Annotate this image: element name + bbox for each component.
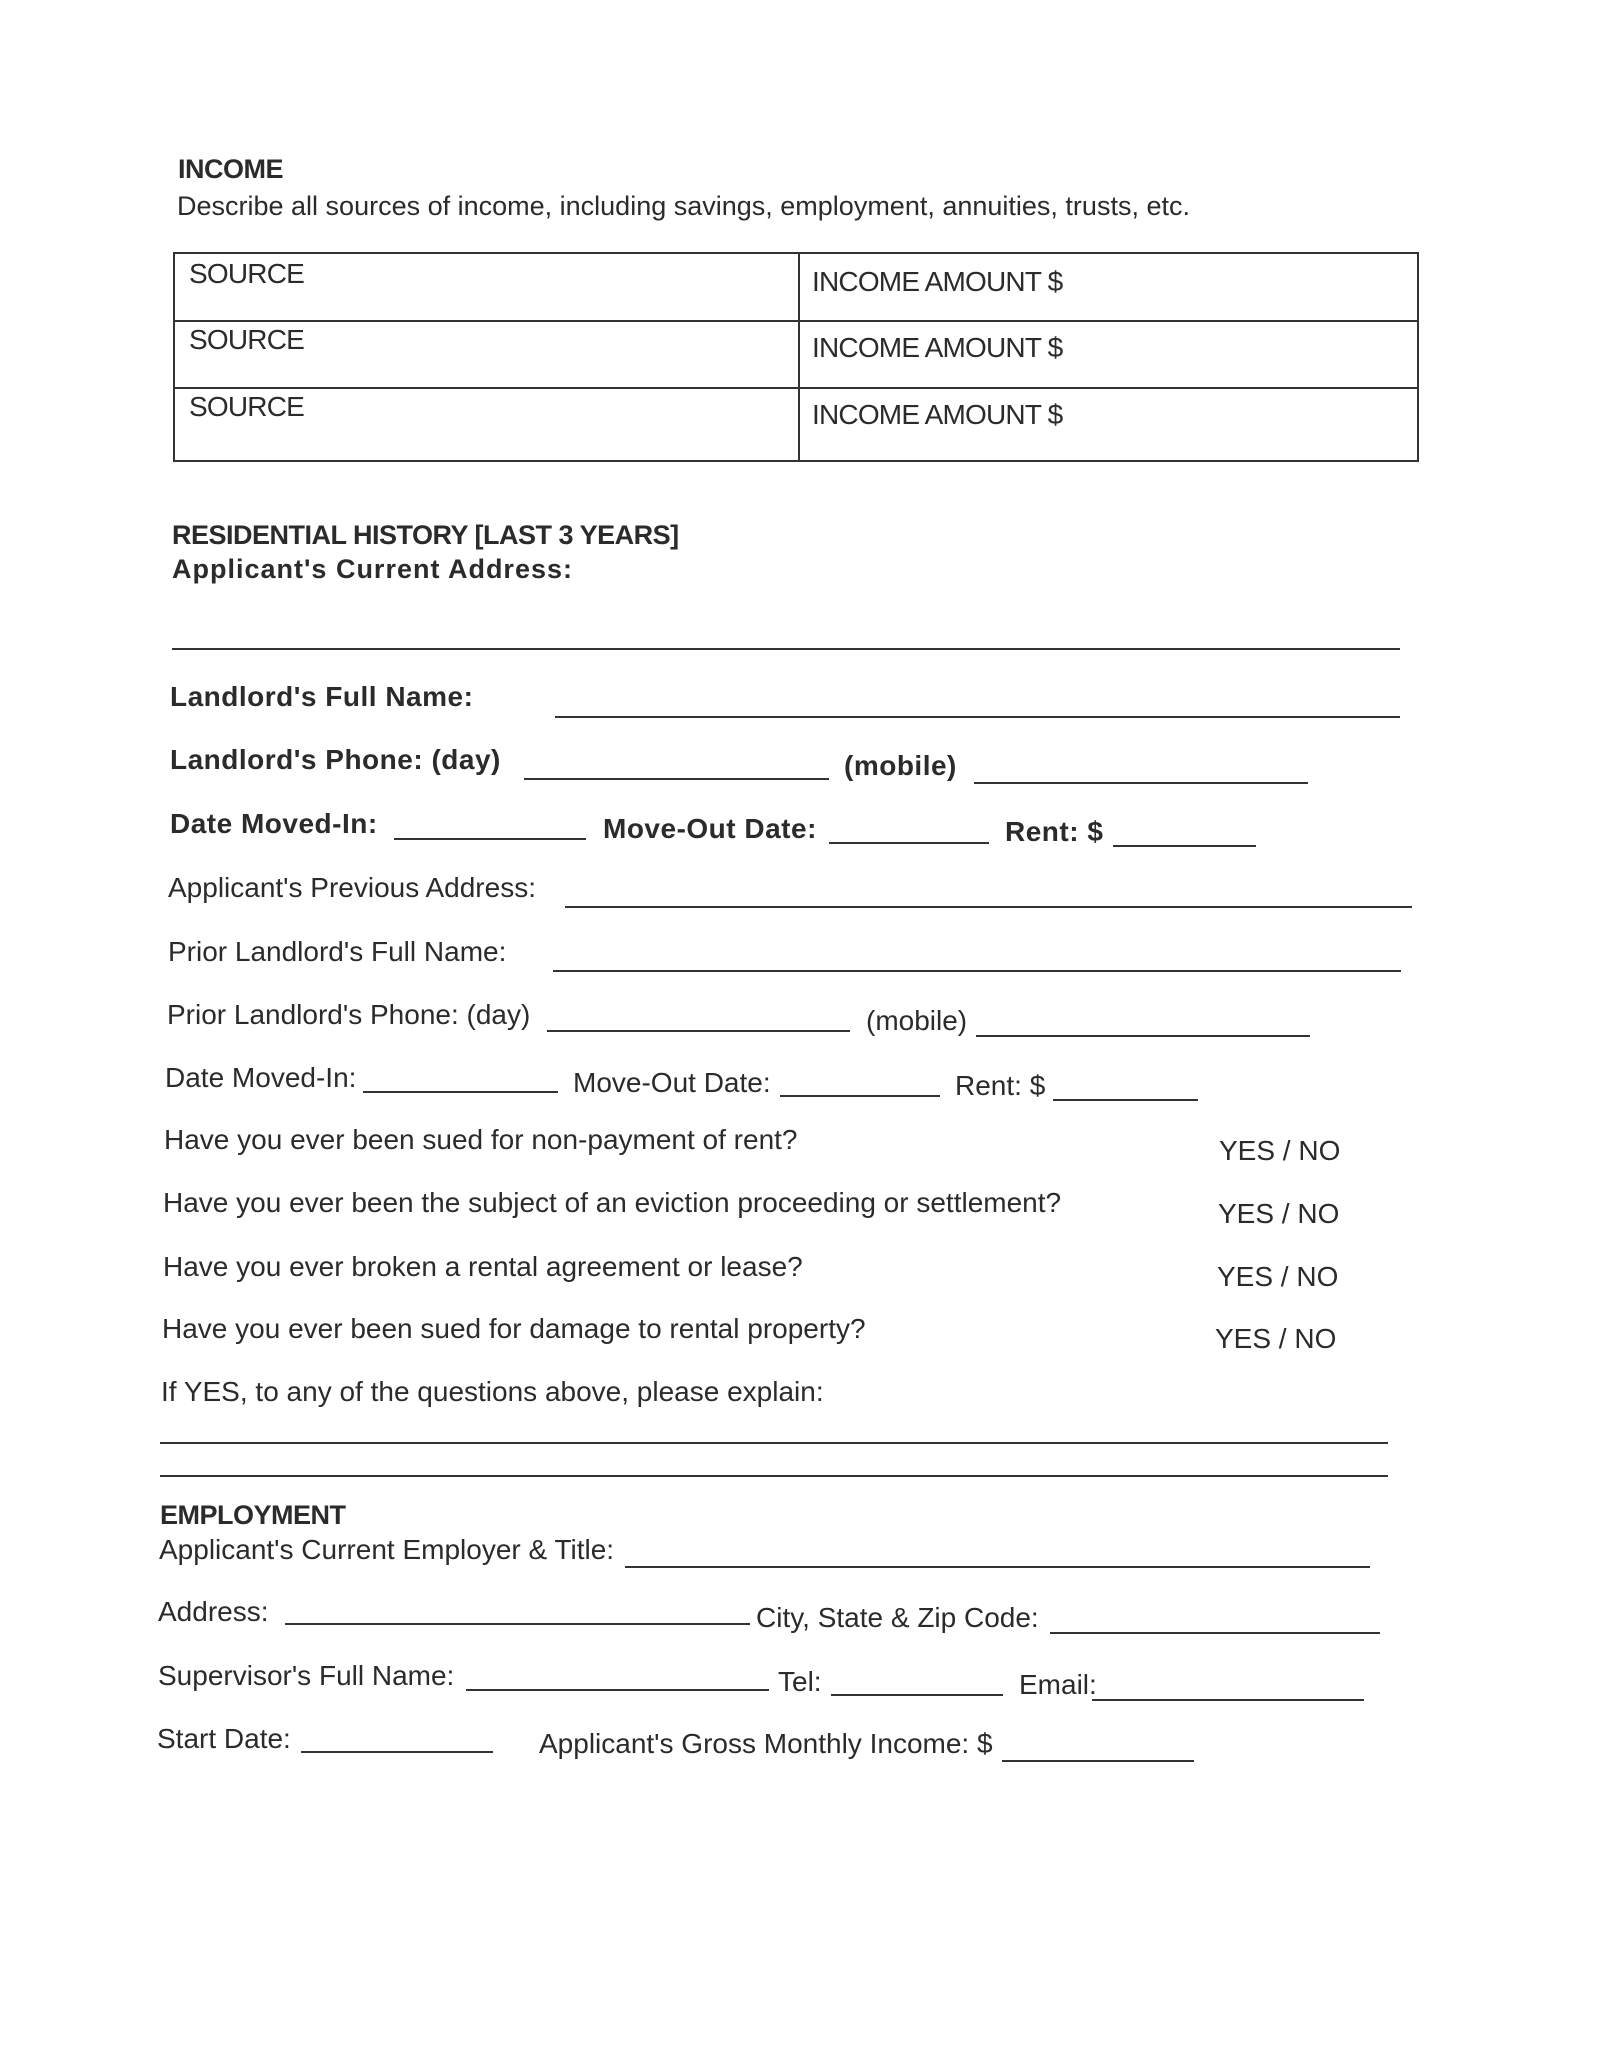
prior-rent-field[interactable] (1053, 1099, 1198, 1101)
employer-address-field[interactable] (285, 1623, 750, 1625)
yes-no-option[interactable]: YES / NO (1218, 1198, 1340, 1229)
city-state-zip-field[interactable] (1050, 1632, 1380, 1634)
rent-field[interactable] (1113, 845, 1256, 847)
landlord-phone-label: Landlord's Phone: (day) (170, 744, 501, 775)
email-label: Email: (1019, 1669, 1097, 1700)
income-table (173, 252, 1419, 462)
gross-income-label: Applicant's Gross Monthly Income: $ (539, 1728, 993, 1759)
landlord-phone-day-field[interactable] (524, 778, 829, 780)
income-amount-cell-2[interactable] (798, 320, 1418, 387)
income-amount-label: INCOME AMOUNT $ (812, 266, 1063, 297)
tel-field[interactable] (831, 1694, 1003, 1696)
tel-label: Tel: (778, 1666, 822, 1697)
landlord-name-label: Landlord's Full Name: (170, 681, 474, 712)
income-source-label: SOURCE (189, 324, 304, 355)
start-date-label: Start Date: (157, 1723, 291, 1754)
income-source-cell-1[interactable] (175, 254, 798, 320)
explain-field-line-2[interactable] (160, 1475, 1388, 1477)
move-out-label: Move-Out Date: (603, 813, 817, 844)
prior-landlord-name-field[interactable] (553, 970, 1401, 972)
prior-move-out-label: Move-Out Date: (573, 1067, 771, 1098)
employer-address-label: Address: (158, 1596, 269, 1627)
email-field[interactable] (1092, 1699, 1364, 1701)
previous-address-label: Applicant's Previous Address: (168, 872, 536, 903)
gross-income-field[interactable] (1002, 1760, 1194, 1762)
prior-landlord-mobile-label: (mobile) (866, 1005, 968, 1036)
prior-landlord-name-label: Prior Landlord's Full Name: (168, 936, 507, 967)
landlord-name-field[interactable] (555, 716, 1400, 718)
prior-rent-label: Rent: $ (955, 1070, 1046, 1101)
moved-in-field[interactable] (394, 838, 586, 840)
landlord-mobile-label: (mobile) (844, 750, 957, 781)
income-source-cell-2[interactable] (175, 320, 798, 387)
moved-in-label: Date Moved-In: (170, 808, 378, 839)
yes-no-option[interactable]: YES / NO (1219, 1135, 1341, 1166)
rent-label: Rent: $ (1005, 816, 1104, 847)
income-amount-label: INCOME AMOUNT $ (812, 332, 1063, 363)
current-address-field[interactable] (172, 648, 1400, 650)
supervisor-field[interactable] (466, 1689, 769, 1691)
question-text: Have you ever been sued for damage to rental property? (162, 1313, 866, 1344)
prior-landlord-phone-label: Prior Landlord's Phone: (day) (167, 999, 531, 1030)
income-amount-cell-3[interactable] (798, 387, 1418, 462)
income-amount-label: INCOME AMOUNT $ (812, 399, 1063, 430)
previous-address-field[interactable] (565, 906, 1412, 908)
move-out-field[interactable] (829, 842, 989, 844)
yes-no-option[interactable]: YES / NO (1215, 1323, 1337, 1354)
prior-moved-in-label: Date Moved-In: (165, 1062, 357, 1093)
current-address-label: Applicant's Current Address: (172, 554, 573, 584)
yes-no-option[interactable]: YES / NO (1217, 1261, 1339, 1292)
employment-heading: EMPLOYMENT (160, 1500, 346, 1530)
question-text: Have you ever been the subject of an eviction proceeding or settlement? (163, 1187, 1062, 1218)
income-source-cell-3[interactable] (175, 387, 798, 462)
income-description: Describe all sources of income, including savings, employment, annuities, trusts, etc. (177, 191, 1190, 221)
prior-moved-in-field[interactable] (363, 1091, 558, 1093)
supervisor-label: Supervisor's Full Name: (158, 1660, 455, 1691)
question-text: Have you ever been sued for non-payment of rent? (164, 1124, 798, 1155)
start-date-field[interactable] (301, 1751, 493, 1753)
income-heading: INCOME (178, 154, 283, 184)
explain-label: If YES, to any of the questions above, please explain: (161, 1376, 824, 1407)
city-state-zip-label: City, State & Zip Code: (756, 1602, 1039, 1633)
employer-label: Applicant's Current Employer & Title: (159, 1534, 615, 1565)
income-amount-cell-1[interactable] (798, 254, 1418, 320)
employer-field[interactable] (625, 1566, 1370, 1568)
residential-heading: RESIDENTIAL HISTORY [LAST 3 YEARS] (172, 520, 679, 550)
prior-landlord-phone-mobile-field[interactable] (976, 1035, 1310, 1037)
income-source-label: SOURCE (189, 391, 304, 422)
landlord-phone-mobile-field[interactable] (974, 782, 1308, 784)
explain-field-line-1[interactable] (160, 1442, 1388, 1444)
prior-move-out-field[interactable] (780, 1095, 940, 1097)
prior-landlord-phone-day-field[interactable] (547, 1030, 850, 1032)
question-text: Have you ever broken a rental agreement or lease? (163, 1251, 803, 1282)
income-source-label: SOURCE (189, 258, 304, 289)
